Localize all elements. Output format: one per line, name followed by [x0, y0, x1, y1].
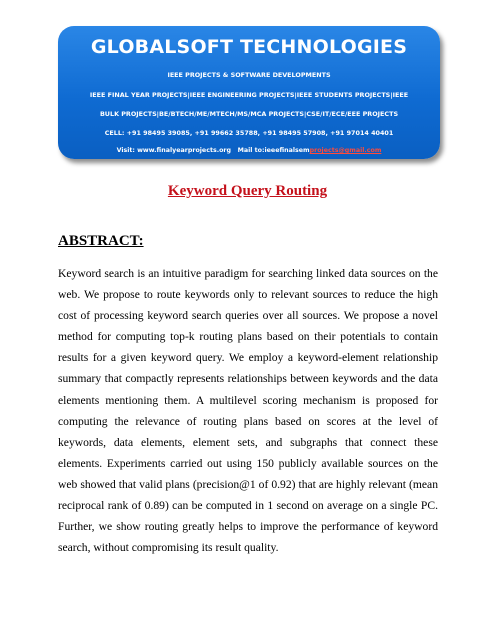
abstract-heading: ABSTRACT: [58, 233, 144, 249]
banner-phone-line: CELL: +91 98495 39085, +91 99662 35788, +91 98495 57908, +91 97014 40401 [104, 129, 394, 137]
banner-tagline: IEEE PROJECTS & SOFTWARE DEVELOPMENTS [167, 71, 331, 79]
banner-bulk-line: BULK PROJECTS|BE/BTECH/ME/MTECH/MS/MCA PROJECTS|CSE/IT/ECE/EEE PROJECTS [99, 110, 399, 118]
company-name: GLOBALSOFT TECHNOLOGIES [90, 36, 408, 58]
email-link[interactable]: projects@gmail.com [309, 147, 382, 154]
company-banner [58, 26, 440, 159]
document-title: Keyword Query Routing [167, 183, 328, 199]
banner-projects-line: IEEE FINAL YEAR PROJECTS|IEEE ENGINEERING PROJECTS|IEEE STUDENTS PROJECTS|IEEE [89, 91, 409, 99]
mail-label: Mail to:ieeefinalsem [237, 147, 310, 154]
banner-contact-line [58, 147, 440, 154]
abstract-body: Keyword search is an intuitive paradigm for searching linked data sources on the web. We propose to route keywords only to relevant sources to reduce the high cost of processing keyword search queries over all sources. We propose a novel method for computing top-k routing plans based on their potentials to contain results for a given keyword query. We employ a keyword-element relationship summary that compactly represents relationships between keywords and the data elements mentioning them. A multilevel scoring mechanism is proposed for computing the relevance of routing plans based on scores at the level of keywords, data elements, element sets, and subgraphs that connect these elements. Experiments carried out using 150 publicly available sources on the web showed that valid plans (precision@1 of 0.92) that are highly relevant (mean reciprocal rank of 0.89) can be computed in 1 second on average on a single PC. Further, we show routing greatly helps to improve the performance of keyword search, without compromising its result quality. [58, 267, 438, 555]
website-text: Visit: www.finalyearprojects.org [116, 147, 232, 154]
